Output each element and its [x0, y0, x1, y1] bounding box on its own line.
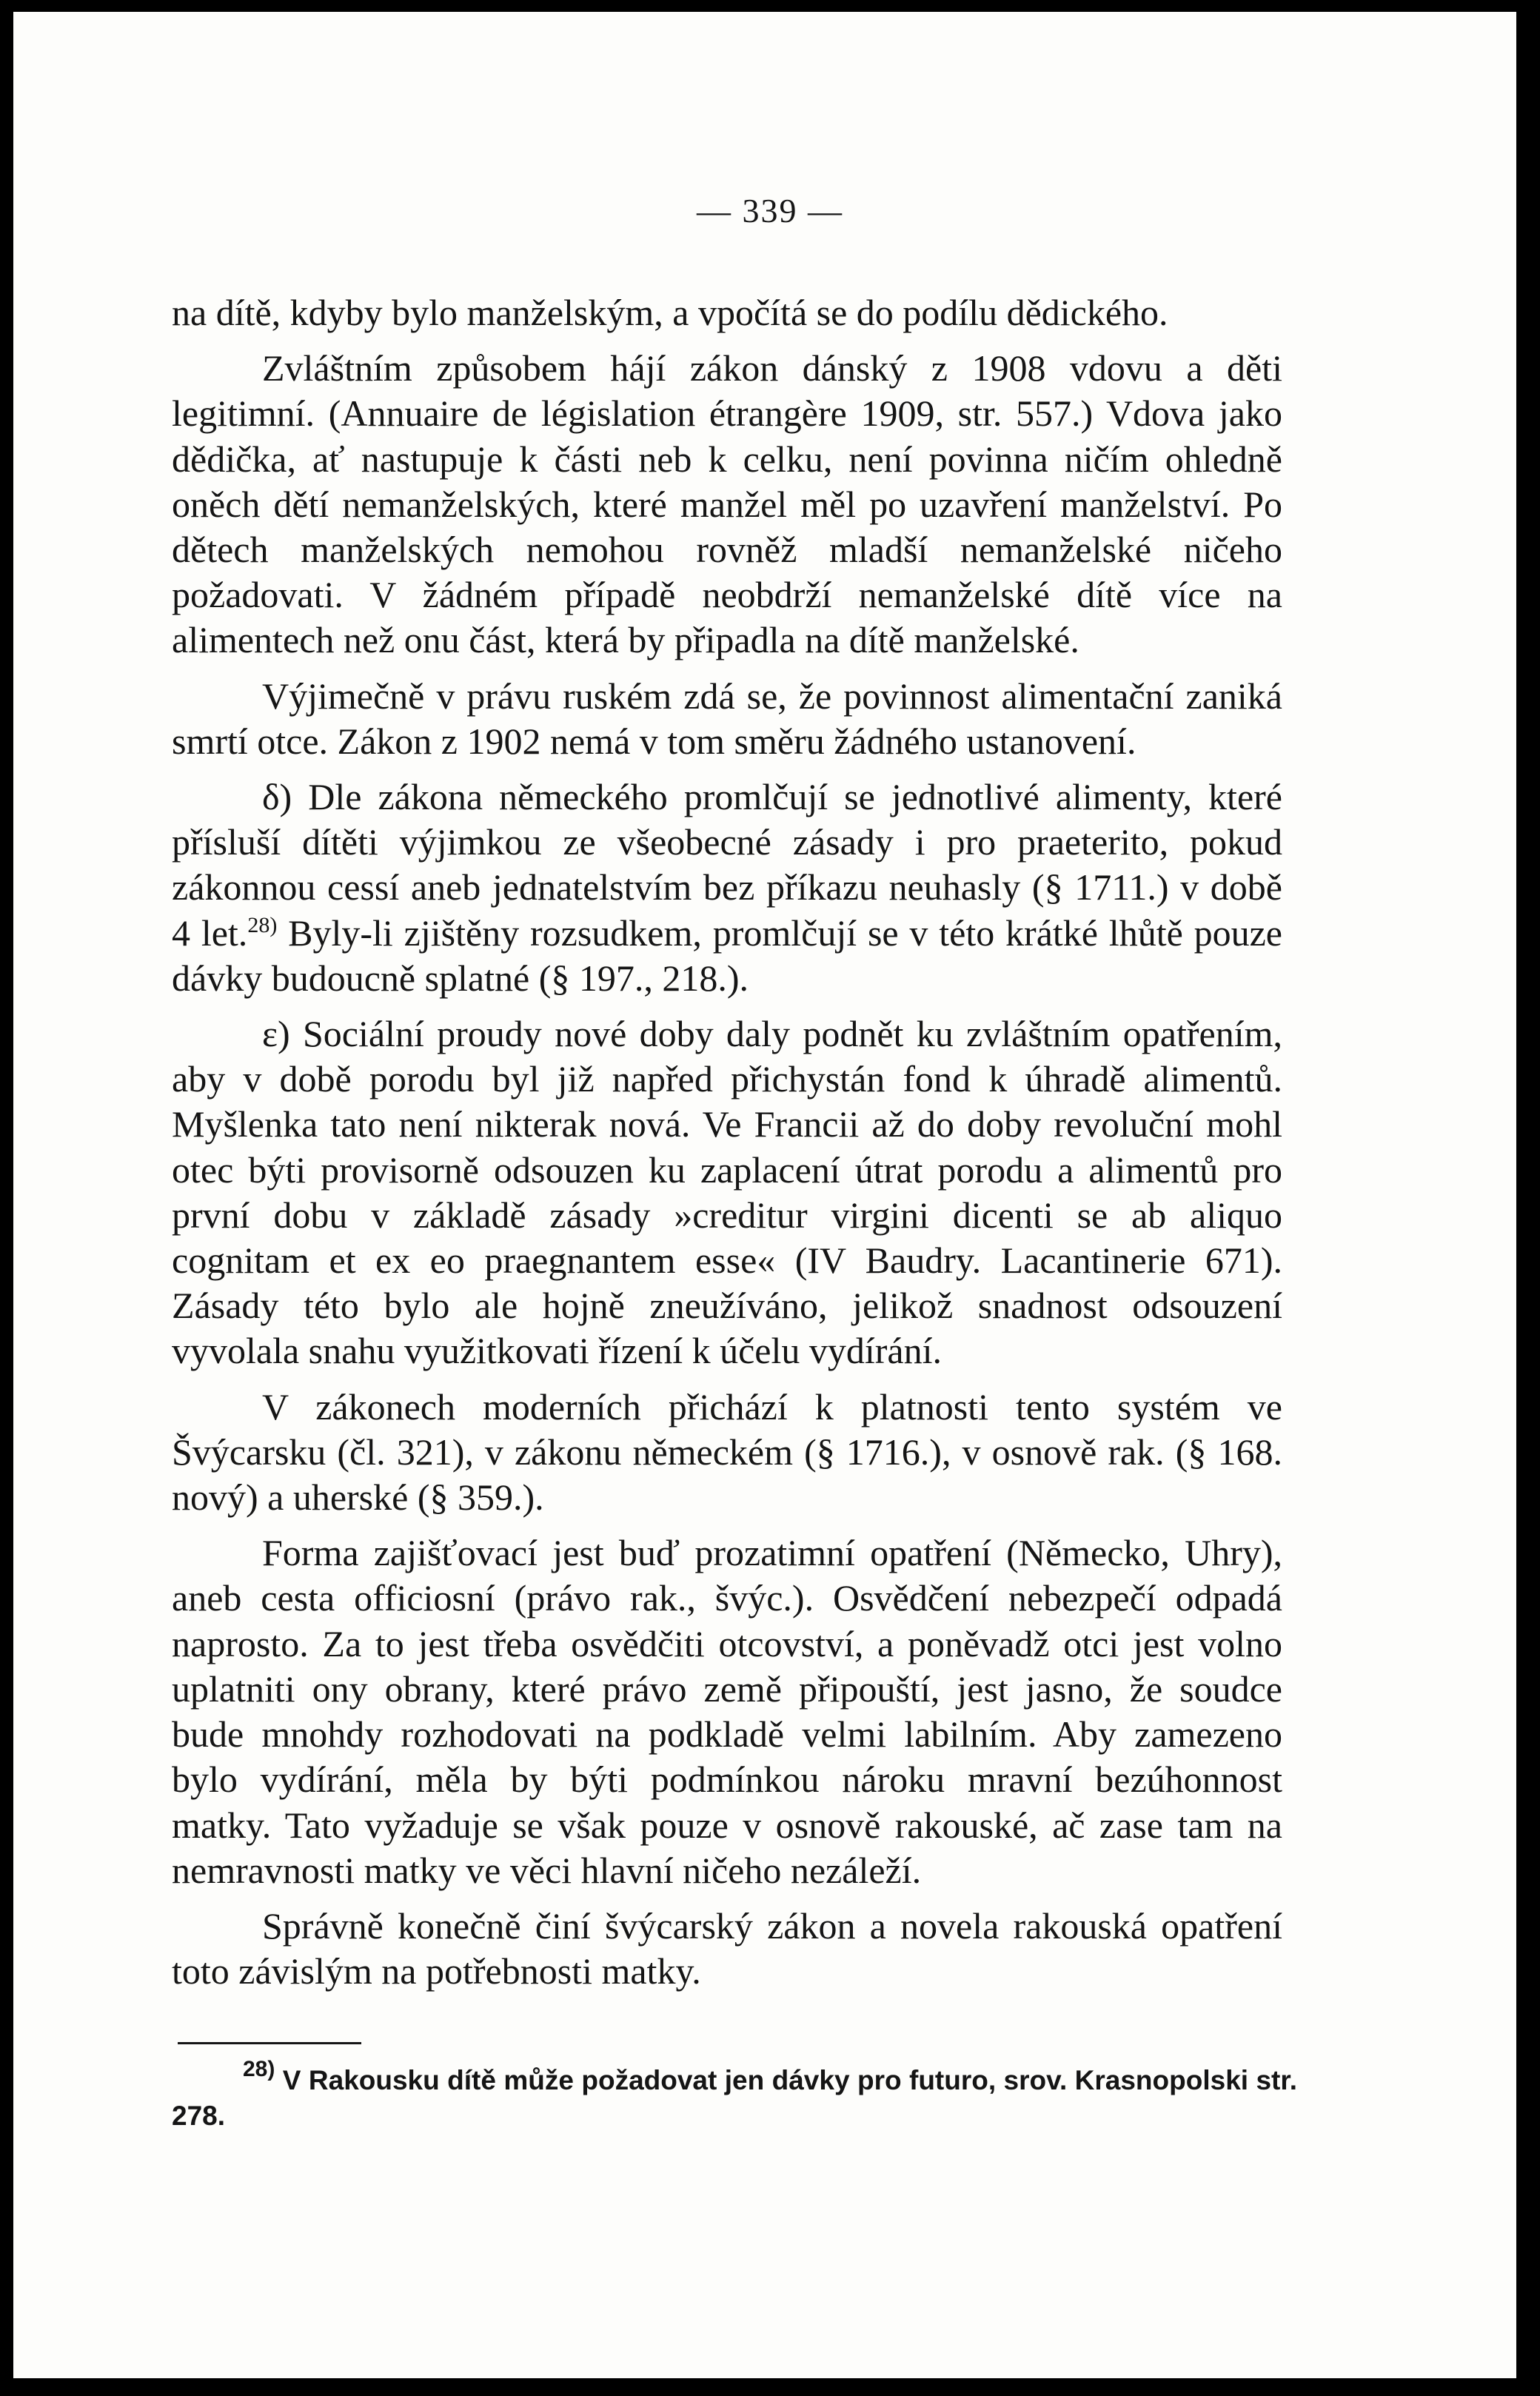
paragraph: Zvláštním způsobem hájí zákon dánský z 1908 vdovu a děti legitimní. (Annuaire de législation étrangère 1909, str. 557.) Vdova jako dědička, ať nastupuje k části neb k celku, není povinna ničím ohledně oněch dětí nemanželských, které manžel měl po uzavření manželství. Po dětech manželských nemohou rovněž mladší nemanželské ničeho požadovati. V žádném případě neobdrží nemanželské dítě více na alimentech než onu část, která by připadla na dítě manželské. [172, 347, 1282, 661]
paragraph-with-footnote [172, 774, 1282, 1001]
paragraph: Forma zajišťovací jest buď prozatimní opatření (Německo, Uhry), aneb cesta officiosní (právo rak., švýc.). Osvědčení nebezpečí odpadá naprosto. Za to jest třeba osvědčiti otcovství, a poněvadž otci jest volno uplatniti ony obrany, které právo země připouští, jest jasno, že soudce bude mnohdy rozhodovati na podkladě velmi labilním. Aby zamezeno bylo vydírání, měla by býti podmínkou nároku mravní bezúhonnost matky. Tato vyžaduje se však pouze v osnově rakouské, ač zase tam na nemravnosti matky ve věci hlavní ničeho nezáleží. [172, 1532, 1282, 1891]
paragraph: na dítě, kdyby bylo manželským, a vpočítá se do podílu dědického. [172, 292, 1168, 333]
page-number: — 339 — [697, 192, 843, 230]
paragraph: ε) Sociální proudy nové doby daly podnět ku zvláštním opatřením, aby v době porodu byl již napřed přichystán fond k úhradě alimentů. Myšlenka tato není nikterak nová. Ve Francii až do doby revoluční mohl otec býti provisorně odsouzen ku zaplacení útrat porodu a alimentů pro první dobu v základě zásady »creditur virgini dicenti se ab aliquo cognitam et ex eo praegnantem esse« (IV Baudry. Lacantinerie 671). Zásady této bylo ale hojně zneužíváno, jelikož snadnost odsouzení vyvolala snahu využitkovati řízení k účelu vydírání. [172, 1013, 1282, 1372]
paragraph: Výjimečně v právu ruském zdá se, že povinnost alimentační zaniká smrtí otce. Zákon z 1902 nemá v tom směru žádného ustanovení. [172, 675, 1282, 762]
scan-edge [1516, 0, 1540, 2396]
paragraph: V zákonech moderních přichází k platnosti tento systém ve Švýcarsku (čl. 321), v zákonu německém (§ 1716.), v osnově rak. (§ 168. nový) a uherské (§ 359.). [172, 1385, 1282, 1519]
body-text [172, 290, 1282, 1994]
paragraph-text: Byly-li zjištěny rozsudkem, promlčují se v této krátké lhůtě pouze dávky budoucně splatné (§ 197., 218.). [172, 911, 1282, 999]
footnote-divider [178, 2042, 361, 2044]
paragraph: Správně konečně činí švýcarský zákon a novela rakouská opatření toto závislým na potřebnosti matky. [172, 1904, 1282, 1992]
footnote-text: V Rakousku dítě může požadovat jen dávky pro futuro, srov. Krasnopolski str. 278. [172, 2065, 1298, 2131]
paragraph-text: δ) Dle zákona německého promlčují se jednotlivé alimenty, které přísluší dítěti výjimkou ze všeobecné zásady i pro praeterito, pokud zákonnou cessí aneb jednatelstvím bez příkazu neuhasly (§ 1711.) v době 4 let. [172, 776, 1282, 954]
footnote-marker: 28) [243, 2057, 275, 2081]
footnote-reference: 28) [247, 912, 278, 937]
footnote [172, 2057, 1298, 2134]
